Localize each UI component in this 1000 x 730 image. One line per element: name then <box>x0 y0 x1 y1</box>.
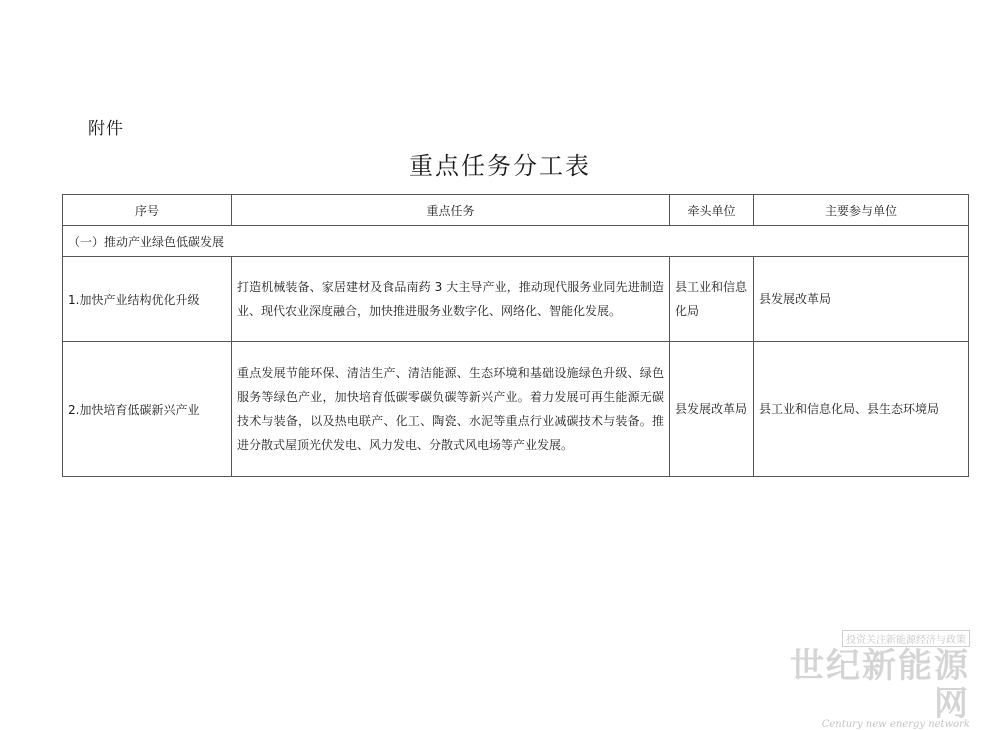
watermark-brand: 世纪新能源网 <box>790 646 970 724</box>
column-header-lead: 牵头单位 <box>670 195 754 226</box>
column-header-participants: 主要参与单位 <box>754 195 969 226</box>
watermark-english: Century new energy network <box>821 719 970 730</box>
task-description: 打造机械装备、家居建材及食品南药 3 大主导产业，推动现代服务业同先进制造业、现代农业深度融合，加快推进服务业数字化、网络化、智能化发展。 <box>232 257 670 342</box>
participant-units: 县发展改革局 <box>754 257 969 342</box>
task-assignment-table <box>62 194 969 477</box>
task-description: 重点发展节能环保、清洁生产、清洁能源、生态环境和基础设施绿色升级、绿色服务等绿色产业，加快培育低碳零碳负碳等新兴产业。着力发展可再生能源无碳技术与装备，以及热电联产、化工、陶瓷、水泥等重点行业减碳技术与装备。推进分散式屋顶光伏发电、风力发电、分散式风电场等产业发展。 <box>232 342 670 477</box>
attachment-label: 附件 <box>88 119 124 139</box>
section-title: （一）推动产业绿色低碳发展 <box>63 226 969 257</box>
table-row <box>63 257 969 342</box>
table-row <box>63 342 969 477</box>
page-title: 重点任务分工表 <box>409 152 591 180</box>
item-name: 1.加快产业结构优化升级 <box>63 257 232 342</box>
watermark-slogan: 投资关注新能源经济与政策 <box>842 630 970 647</box>
participant-units: 县工业和信息化局、县生态环境局 <box>754 342 969 477</box>
lead-unit: 县工业和信息化局 <box>670 257 754 342</box>
lead-unit: 县发展改革局 <box>670 342 754 477</box>
table-header-row <box>63 195 969 226</box>
column-header-number: 序号 <box>63 195 232 226</box>
column-header-task: 重点任务 <box>232 195 670 226</box>
item-name: 2.加快培育低碳新兴产业 <box>63 342 232 477</box>
watermark <box>770 628 970 730</box>
section-row <box>63 226 969 257</box>
